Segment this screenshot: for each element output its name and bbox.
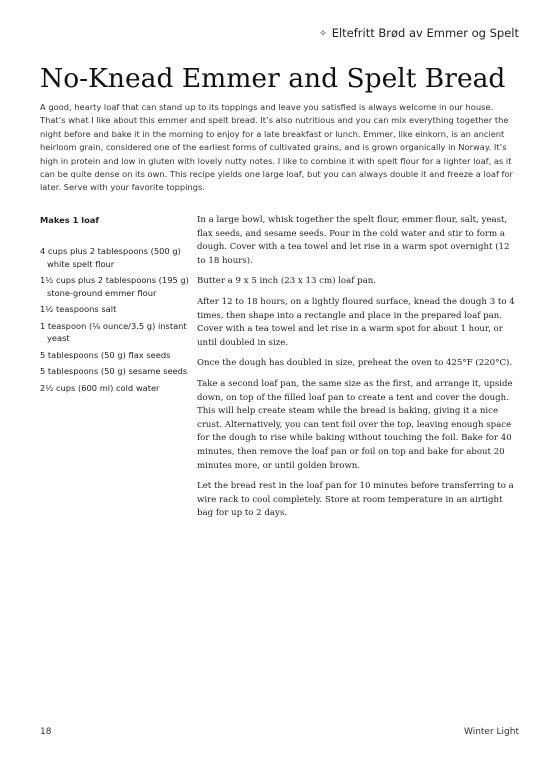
intro-paragraph: A good, hearty loaf that can stand up to its toppings and leave you satisfied is always welcome in our house. That’s what I like about this emmer and spelt bread. It’s also nutritious and you can mix everything together the night before and bake it in the morning to enjoy for a late breakfast or lunch. Emmer, like einkorn, is an ancient heirloom grain, considered one of the earliest forms of cultivated grains, and is grown organically in Norway. It’s high in protein and low in gluten with lovely nutty notes. I like to combine it with spelt flour for a lighter loaf, as it can be quite dense on its own. This recipe yields one large loaf, but you can always double it and freeze a loaf for later. Serve with your favorite toppings. — [40, 102, 513, 193]
ingredient-item: 1½ cups plus 2 tablespoons (195 g) stone-ground emmer flour — [40, 275, 189, 298]
method-step: Let the bread rest in the loaf pan for 10 minutes before transferring to a wire rack to cool completely. Store at room temperature in an airtight bag for up to 2 days. — [197, 481, 514, 519]
ingredient-item: 5 tablespoons (50 g) sesame seeds — [40, 366, 188, 376]
running-head-text: Eltefritt Brød av Emmer og Spelt — [331, 26, 519, 40]
ingredient-item: 1½ teaspoons salt — [40, 304, 117, 314]
page-title: No-Knead Emmer and Spelt Bread — [40, 63, 506, 94]
method-step: Take a second loaf pan, the same size as the first, and arrange it, upside down, on top of the filled loaf pan to create a tent and cover the dough. This will help create steam while the bread is baking, giving it a nice crust. Alternatively, you can tent foil over the top, leaving enough space for the dough to rise while baking without touching the foil. Bake for 40 minutes, then remove the loaf pan or foil on top and bake for about 20 minutes more, or until golden brown. — [197, 378, 513, 471]
ingredient-item: 2½ cups (600 ml) cold water — [40, 382, 160, 393]
ingredients-column — [40, 214, 190, 398]
ingredient-item: 5 tablespoons (50 g) flax seeds — [40, 349, 171, 360]
diamond-icon: ✧ — [319, 29, 327, 39]
recipe-yield: Makes 1 loaf — [40, 215, 100, 225]
page-number: 18 — [40, 727, 52, 737]
ingredient-list — [40, 245, 190, 394]
book-title: Winter Light — [464, 727, 519, 737]
method-step: After 12 to 18 hours, on a lightly floured surface, knead the dough 3 to 4 times, then shape into a rectangle and place in the prepared loaf pan. Cover with a tea towel and let rise in a warm spot for about 1 hour, or until doubled in size. — [197, 296, 515, 348]
method-column — [197, 214, 517, 528]
method-step: Butter a 9 x 5 inch (23 x 13 cm) loaf pan. — [197, 276, 377, 287]
method-step: Once the dough has doubled in size, preheat the oven to 425°F (220°C). — [197, 358, 513, 369]
method-step: In a large bowl, whisk together the spelt flour, emmer flour, salt, yeast, flax seeds, and sesame seeds. Pour in the cold water and stir to form a dough. Cover with a tea towel and let rise in a warm spot overnight (12 to 18 hours). — [197, 215, 510, 266]
ingredient-item: 1 teaspoon (⅛ ounce/3.5 g) instant yeast — [40, 320, 187, 343]
running-head — [319, 26, 519, 40]
ingredient-item: 4 cups plus 2 tablespoons (500 g) white spelt flour — [40, 246, 181, 269]
